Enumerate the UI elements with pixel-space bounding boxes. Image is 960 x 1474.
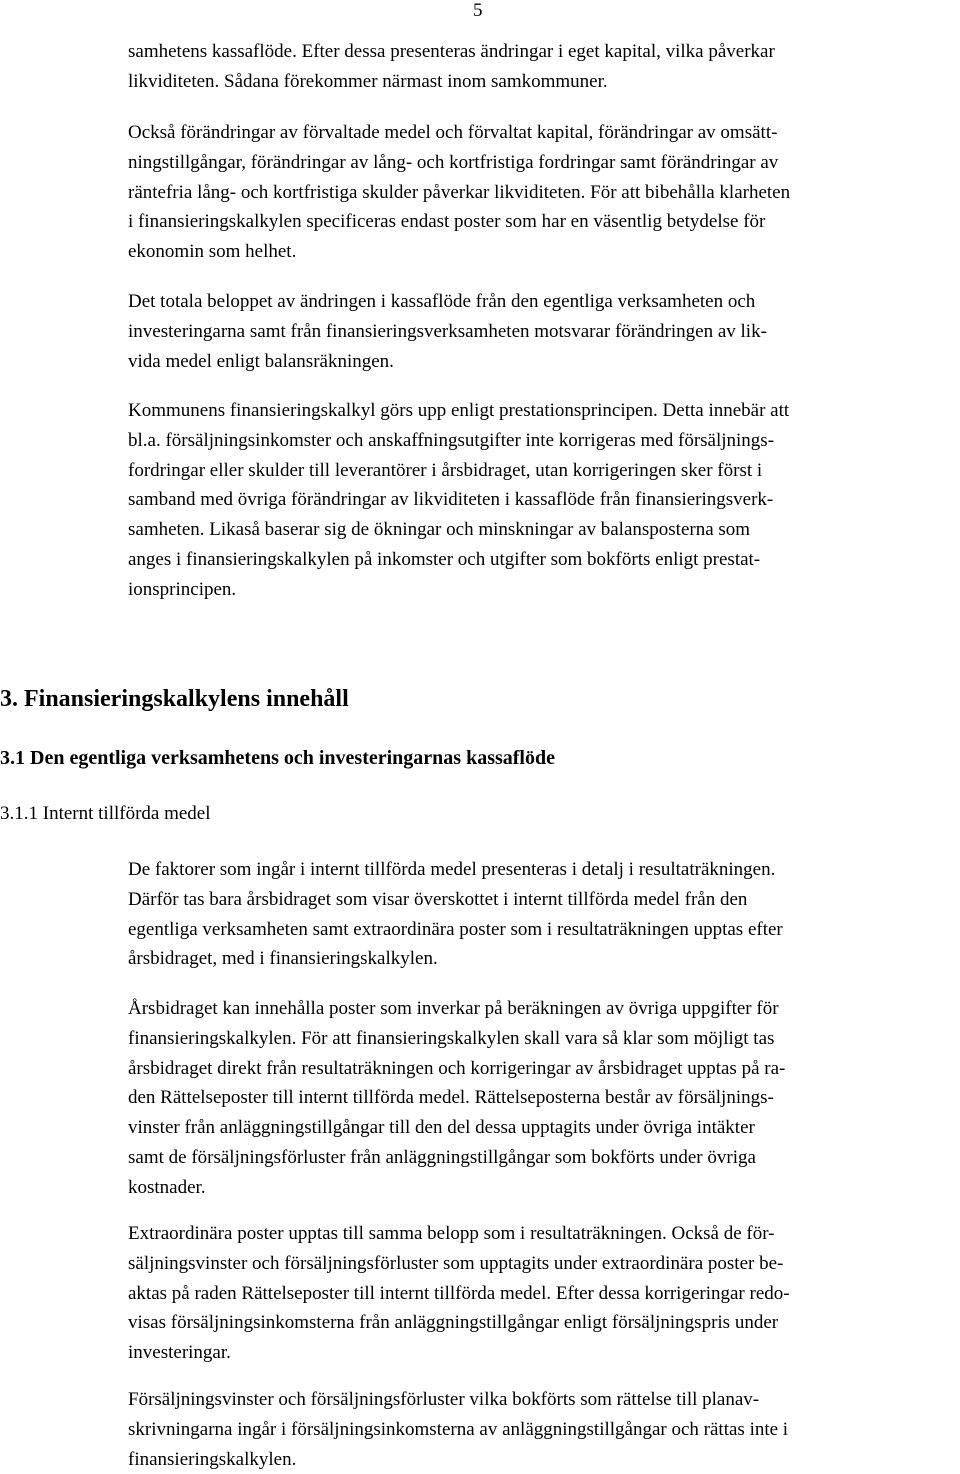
section-heading: 3. Finansieringskalkylens innehåll (0, 686, 349, 712)
paragraph-total-amount: Det totala beloppet av ändringen i kassaflöde från den egentliga verksamheten och investeringarna samt från finansieringsverksamheten motsvarar förändringen av lik- vida medel enligt balansräkningen. (128, 291, 767, 372)
subsubsection-heading: 3.1.1 Internt tillförda medel (0, 803, 211, 824)
paragraph-sales-gains-losses: Försäljningsvinster och försäljningsförluster vilka bokförts som rättelse till planav- skrivningarna ingår i försäljningsinkomsterna av anläggningstillgångar och rättas inte i finansieringskalkylen. (128, 1389, 789, 1470)
paragraph-changes-liquidity: Också förändringar av förvaltade medel och förvaltat kapital, förändringar av omsätt- ningstillgångar, förändringar av lång- och kortfristiga fordringar samt förändringar av räntefria lång- och kortfristiga skulder påverkar likviditeten. För att bibehålla klarheten i finansieringskalkylen specificeras endast poster som har en väsentlig betydelse för ekonomin som helhet. (128, 122, 791, 263)
paragraph-cashflow-intro: samhetens kassaflöde. Efter dessa presenteras ändringar i eget kapital, vilka påverkar likviditeten. Sådana förekommer närmast inom samkommuner. (128, 41, 775, 92)
paragraph-prestation-principle: Kommunens finansieringskalkyl görs upp enligt prestationsprincipen. Detta innebär att bl.a. försäljningsinkomster och anskaffningsutgifter inte korrigeras med försäljnings- fordringar eller skulder till leverantörer i årsbidraget, utan korrigeringen sker först i samband med övriga förändringar av likviditeten i kassaflöde från finansieringsverk- samheten. Likaså baserar sig de ökningar och minskningar av balansposterna som anges i finansieringskalkylen på inkomster och utgifter som bokförts enligt prestat- ionsprincipen. (128, 400, 790, 600)
subsection-heading: 3.1 Den egentliga verksamhetens och investeringarnas kassaflöde (0, 747, 555, 769)
paragraph-extraordinary-items: Extraordinära poster upptas till samma belopp som i resultaträkningen. Också de för- säljningsvinster och försäljningsförluster som upptagits under extraordinära poster be- aktas på raden Rättelseposter till internt tillförda medel. Efter dessa korrigeringar redo- visas försäljningsinkomsterna från anläggningstillgångar enligt försäljningspris under investeringar. (128, 1223, 790, 1364)
paragraph-internal-funds: De faktorer som ingår i internt tillförda medel presenteras i detalj i resultaträkningen. Därför tas bara årsbidraget som visar överskottet i internt tillförda medel från den egentliga verksamheten samt extraordinära poster som i resultaträkningen upptas efter årsbidraget, med i finansieringskalkylen. (128, 859, 783, 970)
paragraph-annual-contribution: Årsbidraget kan innehålla poster som inverkar på beräkningen av övriga uppgifter för finansieringskalkylen. För att finansieringskalkylen skall vara så klar som möjligt tas årsbidraget direkt från resultaträkningen och korrigeringar av årsbidraget upptas på ra- den Rättelseposter till internt tillförda medel. Rättelseposterna består av försäljnings- vinster från anläggningstillgångar till den del dessa upptagits under övriga intäkter samt de försäljningsförluster från anläggningstillgångar som bokförts under övriga kostnader. (128, 998, 786, 1198)
page-number: 5 (473, 0, 483, 21)
